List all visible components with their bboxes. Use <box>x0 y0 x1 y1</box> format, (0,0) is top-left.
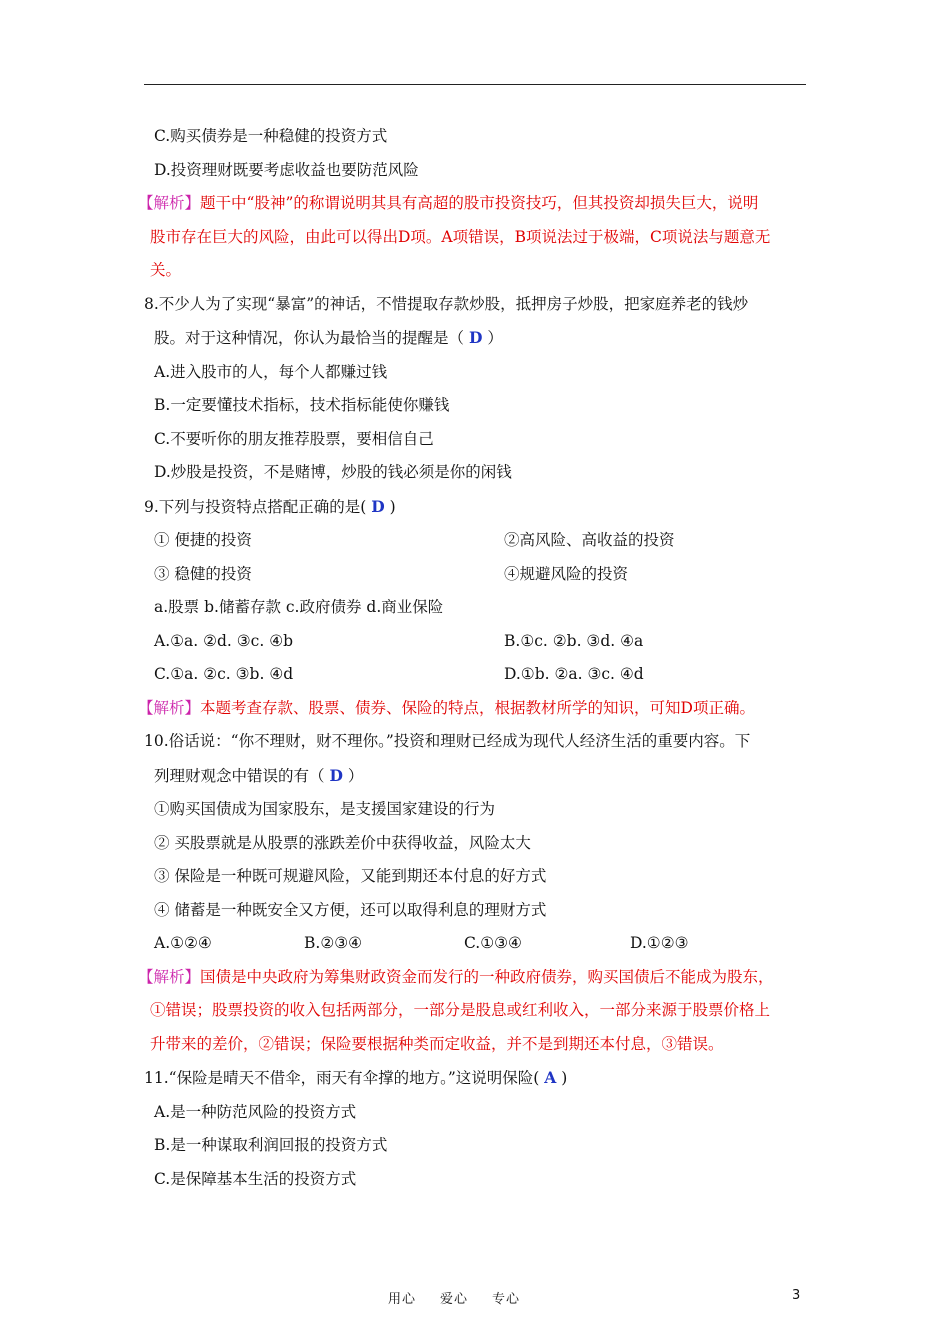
q10-item: ② 买股票就是从股票的涨跌差价中获得收益，风险太大 <box>154 833 531 852</box>
q10-answer: D <box>329 765 343 785</box>
q11-stem: 11.“保险是晴天不借伞，雨天有伞撑的地方。”这说明保险( <box>144 1069 545 1087</box>
q11-option-c: C.是保障基本生活的投资方式 <box>154 1169 357 1188</box>
q8-option-b: B.一定要懂技术指标，技术指标能使你赚钱 <box>154 396 450 414</box>
q10-item: ③ 保险是一种既可规避风险，又能到期还本付息的好方式 <box>154 867 547 885</box>
footer-motto: 用心 爱心 专心 <box>388 1292 521 1307</box>
q10-item: ④ 储蓄是一种既安全又方便，还可以取得利息的理财方式 <box>154 900 547 919</box>
question-10: 10.俗话说：“你不理财，财不理你。”投资和理财已经成为现代人经济生活的重要内容。下 列理财观念中错误的有（ D ） ①购买国债成为国家股东，是支援国家建设的行为 ② 买股票就是从股票的涨跌差价中获得收益，风险太大 ③ 保险是一种既可规避风险，又能到期还本付息的好方式 ④ 储蓄是一种既安全又方便，还可以取得利息的理财方式 A.①②④ B.②③④ C.①③④ D.①②③ 【解析】国债是中央政府为筹集财政资金而发行的一种政府债券，购买国债后不能成为股东， ①错误；股票投资的收入包括两部分，一部分是股息或红利收入，一部分来源于股票价格上 升带来的差价，②错误；保险要根据种类而定收益，并不是到期还本付息，③错误。 <box>150 725 810 1061</box>
q7-analysis: 【解析】题干中“股神”的称谓说明其具有高超的股市投资技巧，但其投资却损失巨大，说明 股市存在巨大的风险，由此可以得出D项。A项错误，B项说法过于极端，C项说法与题意无 关。 <box>138 194 771 279</box>
q9-options-row: A.①a. ②d. ③c. ④b B.①c. ②b. ③d. ④a <box>154 631 644 650</box>
q9-answer: D <box>371 496 385 516</box>
q10-options-row: A.①②④ B.②③④ C.①③④ D.①②③ <box>154 934 689 952</box>
q11-option-a: A.是一种防范风险的投资方式 <box>154 1102 357 1121</box>
analysis-tag: 【解析】 <box>138 698 201 717</box>
q7-option-d: D.投资理财既要考虑收益也要防范风险 <box>154 160 419 179</box>
analysis-tag: 【解析】 <box>138 967 201 986</box>
analysis-tag: 【解析】 <box>138 194 201 212</box>
q9-options-row: C.①a. ②c. ③b. ④d D.①b. ②a. ③c. ④d <box>154 665 644 683</box>
question-11: 11.“保险是晴天不借伞，雨天有伞撑的地方。”这说明保险( A ) A.是一种防范风险的投资方式 B.是一种谋取利润回报的投资方式 C.是保障基本生活的投资方式 <box>150 1061 810 1196</box>
q10-analysis: 【解析】国债是中央政府为筹集财政资金而发行的一种政府债券，购买国债后不能成为股东， ①错误；股票投资的收入包括两部分，一部分是股息或红利收入，一部分来源于股票价格上 升带来的差价，②错误；保险要根据种类而定收益，并不是到期还本付息，③错误。 <box>138 967 774 1053</box>
q9-analysis: 【解析】本题考查存款、股票、债券、保险的特点，根据教材所学的知识，可知D项正确。 <box>138 698 755 717</box>
q9-items-row: ① 便捷的投资 ②高风险、高收益的投资 <box>154 531 675 549</box>
q8-option-c: C.不要听你的朋友推荐股票，要相信自己 <box>154 429 434 448</box>
q11-option-b: B.是一种谋取利润回报的投资方式 <box>154 1136 388 1154</box>
q8-option-d: D.炒股是投资，不是赌博，炒股的钱必须是你的闲钱 <box>154 463 512 481</box>
q10-item: ①购买国债成为国家股东，是支援国家建设的行为 <box>154 800 496 818</box>
q8-answer: D <box>468 328 483 347</box>
header-rule <box>144 84 806 85</box>
q8-stem: 8.不少人为了实现“暴富”的神话，不惜提取存款炒股，抵押房子炒股，把家庭养老的钱炒 <box>144 294 749 313</box>
q9-stem: 9.下列与投资特点搭配正确的是( <box>144 497 372 516</box>
page-number: 3 <box>792 1288 801 1303</box>
q8-option-a: A.进入股市的人，每个人都赚过钱 <box>154 362 388 381</box>
q9-kinds: a.股票 b.储蓄存款 c.政府债券 d.商业保险 <box>154 598 444 616</box>
q11-answer: A <box>544 1068 557 1087</box>
question-9: 9.下列与投资特点搭配正确的是( D ) ① 便捷的投资 ②高风险、高收益的投资 ③ 稳健的投资 ④规避风险的投资 a.股票 b.储蓄存款 c.政府债券 d.商业保险 A.①a. ②d. ③c. ④b B.①c. ②b. ③d. ④a C.①a. ②c. ③b. ④d D.①b. ②a. ③c. ④d 【解析】本题考查存款、股票、债券、保险的特点，根据教材所学的知识，可知D项正确。 <box>150 490 810 726</box>
page-content <box>138 120 810 1196</box>
q9-items-row: ③ 稳健的投资 ④规避风险的投资 <box>154 564 629 583</box>
q7-option-c: C.购买债券是一种稳健的投资方式 <box>154 127 388 145</box>
q10-stem: 10.俗话说：“你不理财，财不理你。”投资和理财已经成为现代人经济生活的重要内容。下 <box>144 732 751 750</box>
question-8: 8.不少人为了实现“暴富”的神话，不惜提取存款炒股，抵押房子炒股，把家庭养老的钱炒 股。对于这种情况，你认为最恰当的提醒是（ D ） A.进入股市的人，每个人都赚过钱 B.一定要懂技术指标，技术指标能使你赚钱 C.不要听你的朋友推荐股票，要相信自己 D.炒股是投资，不是赌博，炒股的钱必须是你的闲钱 <box>150 288 810 490</box>
